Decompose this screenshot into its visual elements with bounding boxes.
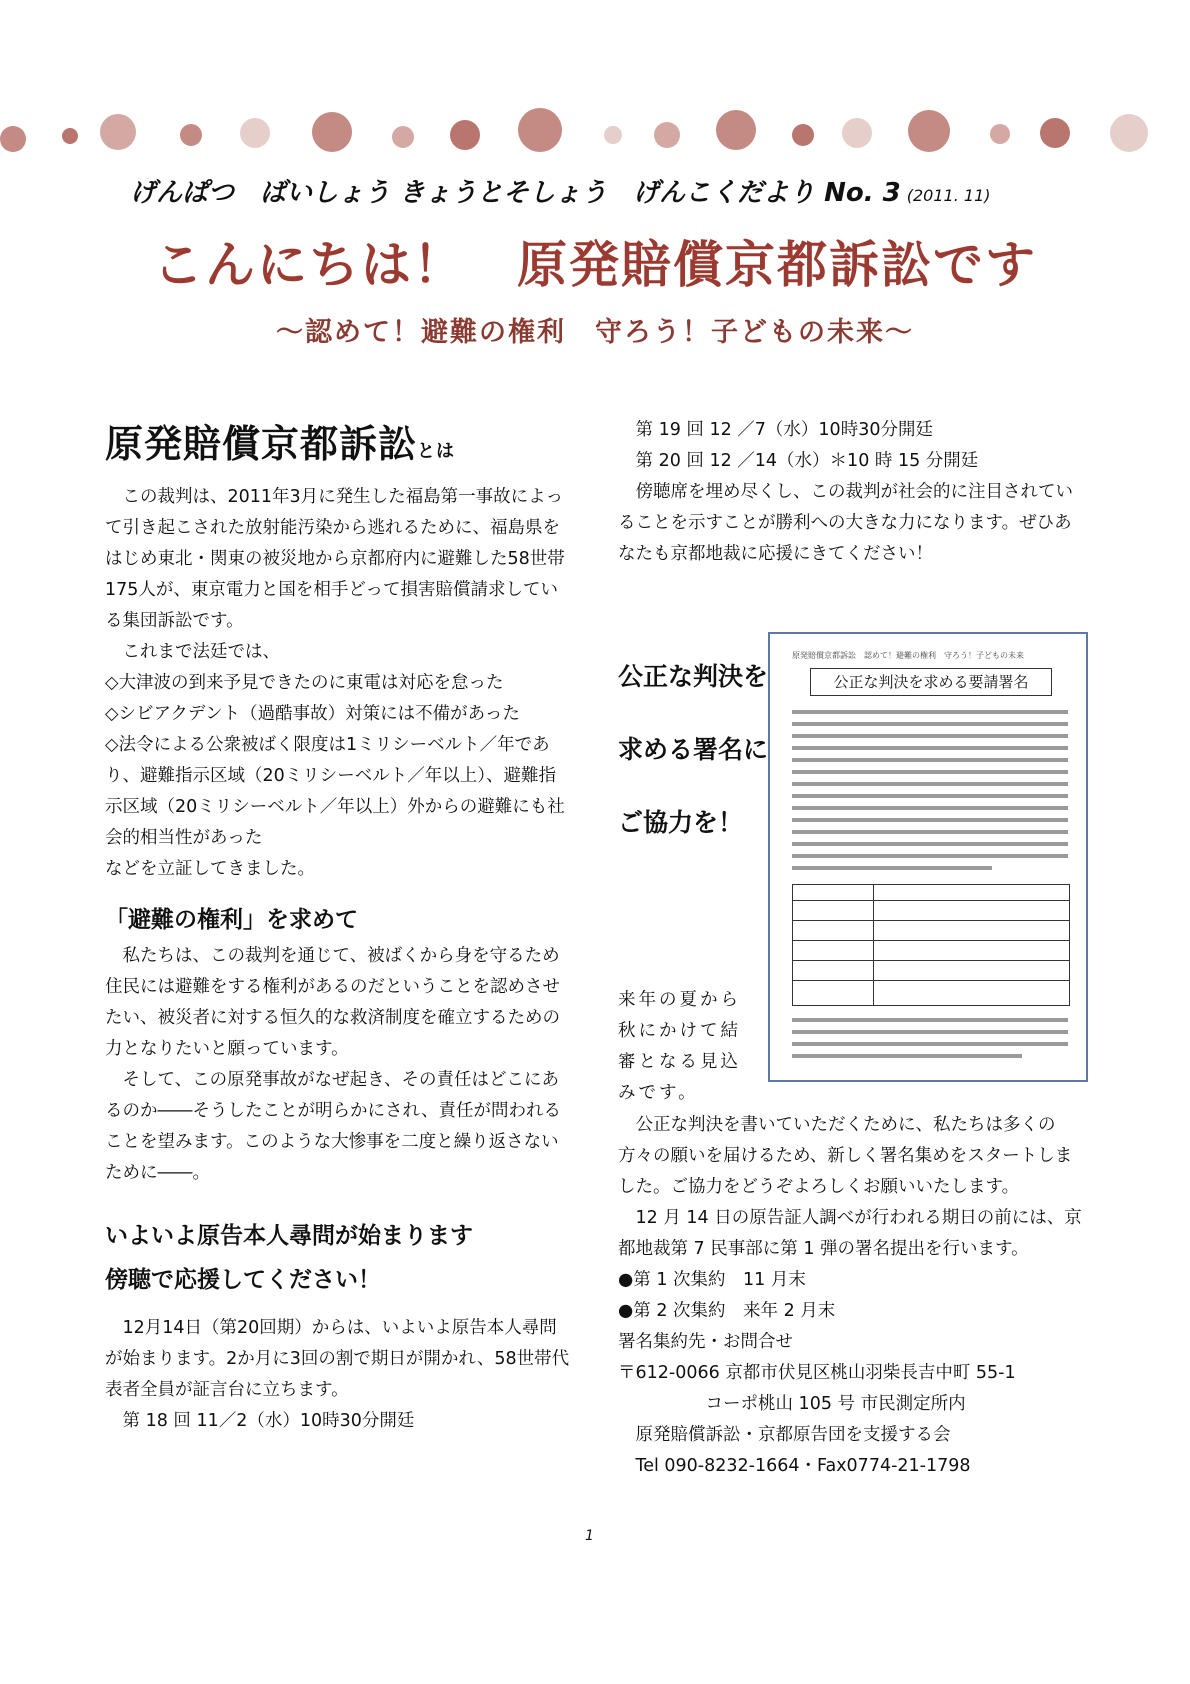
paragraph: 来年の夏から秋にかけて結審となる見込みです。 <box>618 990 741 1103</box>
dot <box>312 112 352 152</box>
bullet-item: ◇シビアクデント（過酷事故）対策には不備があった <box>105 704 520 724</box>
paragraph: これまで法廷では、 <box>122 642 280 662</box>
bullet-item: ◇法令による公衆被ばく限度は1ミリシーベルト／年であり、避難指示区域（20ミリシーベルト／年以上）、避難指示区域（20ミリシーベルト／年以上）外からの避難にも社会的相当性があった <box>105 735 565 848</box>
newsletter-series-line <box>130 172 1090 209</box>
fine-print <box>792 782 1068 786</box>
dot <box>450 120 480 150</box>
collection-item: ●第 2 次集約 来年 2 月末 <box>618 1301 836 1321</box>
fine-print <box>792 734 1068 738</box>
fine-print <box>792 794 1068 798</box>
fine-print <box>792 854 1068 858</box>
section-heading-right-to-evacuate: 「避難の権利」を求めて <box>105 907 358 933</box>
left-column <box>105 420 570 1437</box>
dot <box>654 122 680 148</box>
contact-label: 署名集約先・お問合せ <box>618 1332 793 1352</box>
dot <box>62 128 78 144</box>
fine-print <box>792 770 1068 774</box>
paragraph: 12月14日（第20回期）からは、いよいよ原告本人尋問が始まります。2か月に3回の割で期日が開かれ、58世帯代表者全員が証言台に立ちます。 <box>105 1318 570 1400</box>
fine-print <box>792 866 992 870</box>
bullet-item: ◇大津波の到来予見できたのに東電は対応を怠った <box>105 673 504 693</box>
heading-suffix: とは <box>417 441 456 462</box>
right-column-bottom <box>618 1110 1088 1482</box>
subtitle: 〜認めて！避難の権利 守ろう！子どもの未来〜 <box>276 317 914 348</box>
fine-print <box>792 1018 1068 1022</box>
collection-item: ●第 1 次集約 11 月末 <box>618 1270 806 1290</box>
dot <box>990 124 1010 144</box>
dot <box>842 118 872 148</box>
section-heading-hearing: いよいよ原告本人尋問が始まります <box>105 1223 473 1249</box>
fine-print <box>792 818 1068 822</box>
dot <box>518 108 562 152</box>
fine-print <box>792 806 1068 810</box>
issue-date: (2011. 11) <box>906 186 991 205</box>
signature-section <box>618 640 1088 1103</box>
dot <box>792 124 814 146</box>
right-column-top <box>618 415 1088 570</box>
fine-print <box>792 842 1068 846</box>
dot <box>100 114 136 150</box>
signature-table <box>792 884 1070 1006</box>
fine-print <box>792 722 1068 726</box>
paragraph: この裁判は、2011年3月に発生した福島第一事故によって引き起こされた放射能汚染から逃れるために、福島県をはじめ東北・関東の被災地から京都府内に避難した58世帯175人が、東京電力と国を相手どって損害賠償請求している集団訴訟です。 <box>105 487 565 631</box>
fine-print <box>792 1042 1068 1046</box>
dot <box>1110 114 1148 152</box>
address-line: 〒612-0066 京都市伏見区桃山羽柴長吉中町 55-1 <box>618 1363 1016 1383</box>
paragraph: などを立証してきました。 <box>105 859 315 879</box>
fine-print <box>792 758 1068 762</box>
page-number: 1 <box>585 1528 594 1544</box>
phone-fax: Tel 090-8232-1664・Fax0774-21-1798 <box>635 1456 971 1476</box>
fine-print <box>792 1054 1022 1058</box>
schedule-item: 第 18 回 11／2（水）10時30分開廷 <box>122 1411 415 1431</box>
dot <box>180 124 202 146</box>
section-heading-support: 傍聴で応援してください！ <box>105 1267 381 1293</box>
signature-form-image <box>768 632 1088 1082</box>
dot <box>392 126 414 148</box>
organization: 原発賠償訴訟・京都原告団を支援する会 <box>635 1425 951 1445</box>
form-header: 原発賠償京都訴訟 認めて！避難の権利 守ろう！子どもの未来 <box>792 651 1024 660</box>
fine-print <box>792 746 1068 750</box>
address-line: コーポ桃山 105 号 市民測定所内 <box>705 1394 966 1414</box>
section-heading-about <box>105 420 570 476</box>
schedule-item: 第 19 回 12 ／7（水）10時30分開廷 <box>635 420 933 440</box>
dot <box>240 118 270 148</box>
fine-print <box>792 1030 1068 1034</box>
dot <box>604 126 622 144</box>
paragraph: そして、この原発事故がなぜ起き、その責任はどこにあるのか――そうしたことが明らかにされ、責任が問われることを望みます。このような大惨事を二度と繰り返さないために――。 <box>105 1070 562 1183</box>
newsletter-series: げんぱつ ばいしょう きょうとそしょう げんこくだより No. 3 <box>130 178 901 208</box>
dot <box>0 126 26 152</box>
fine-print <box>792 830 1068 834</box>
paragraph: 傍聴席を埋め尽くし、この裁判が社会的に注目されていることを示すことが勝利への大きな力になります。ぜひあなたも京都地裁に応援にきてください！ <box>618 482 1073 564</box>
paragraph: 公正な判決を書いていただくために、私たちは多くの方々の願いを届けるため、新しく署名集めをスタートしました。ご協力をどうぞよろしくお願いいたします。 <box>618 1115 1073 1197</box>
form-title: 公正な判決を求める要請署名 <box>810 668 1052 696</box>
dot <box>1040 118 1070 148</box>
dot <box>908 110 950 152</box>
signature-heading: 公正な判決を求める署名にご協力を！ <box>618 662 769 837</box>
paragraph: 12 月 14 日の原告証人調べが行われる期日の前には、京都地裁第 7 民事部に第 1 弾の署名提出を行います。 <box>618 1208 1082 1259</box>
main-title: こんにちは！ 原発賠償京都訴訟です <box>153 236 1037 294</box>
fine-print <box>792 710 1068 714</box>
paragraph: 私たちは、この裁判を通じて、被ばくから身を守るため住民には避難をする権利があるのだということを認めさせたい、被災者に対する恒久的な救済制度を確立するための力となりたいと願っています。 <box>105 946 560 1059</box>
schedule-item: 第 20 回 12 ／14（水）＊10 時 15 分開廷 <box>635 451 979 471</box>
dot <box>716 110 756 150</box>
heading-main: 原発賠償京都訴訟 <box>105 422 418 466</box>
decorative-dots <box>0 0 1190 200</box>
